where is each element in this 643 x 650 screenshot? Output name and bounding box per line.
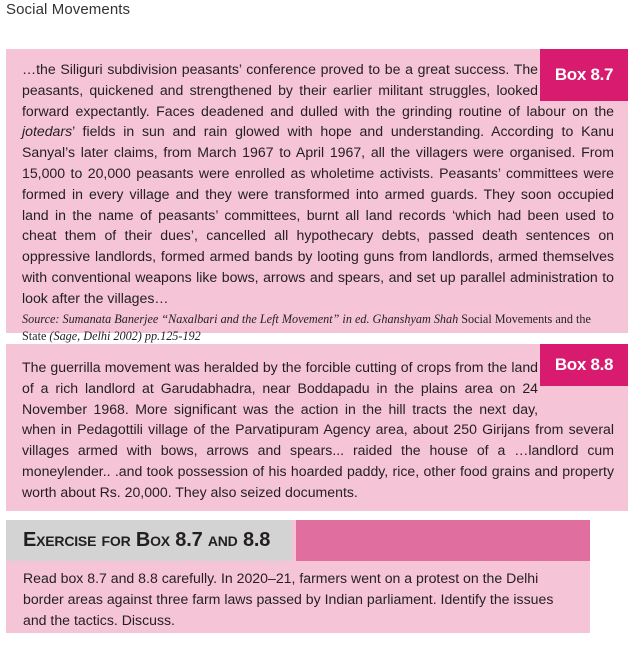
box-8-8-body <box>22 357 614 503</box>
box-8-7 <box>6 49 628 343</box>
running-head: Social Movements <box>6 1 131 18</box>
box-8-7-italic-term: jotedars <box>22 123 73 140</box>
box-8-8-paragraph: The guerrilla movement was heralded by the forcible cutting of crops from the land of a rich landlord at Garudabhadra, near Boddapadu in the plains area on 24 November 1968. More significant was the action in the hill tracts the next day, when in Pedagottili village of the Parvatipuram Agency area, about 250 Girijans from several villages armed with bows, arrows and spears... raided the house of a …landlord cum moneylender.. .and took possession of his hoarded paddy, rice, other food grains and property worth about Rs. 20,000. They also seized documents. <box>22 359 614 500</box>
box-8-7-paragraph <box>22 59 614 309</box>
box-8-8 <box>6 344 628 511</box>
box-8-7-source-italic: Source: Sumanata Banerjee “Naxalbari and the Left Movement” in ed. Ghanshyam Shah <box>22 311 459 326</box>
box-8-7-source <box>22 311 614 345</box>
box-8-7-body <box>22 59 614 345</box>
box-8-7-text-a: …the Siliguri subdivision peasants’ conference proved to be a great success. The peasants, quickened and strengthened by their earlier militant struggles, looked forward expectantly. Faces deadened and dulled with the grinding routine of labour on the <box>22 61 614 119</box>
exercise-box <box>6 520 590 633</box>
box-8-7-source-publisher: (Sage, Delhi 2002) pp.125-192 <box>49 328 201 343</box>
box-8-8-tag: Box 8.8 <box>540 344 628 386</box>
box-8-7-tag: Box 8.7 <box>540 49 628 101</box>
exercise-heading-bar <box>296 520 590 561</box>
box-8-7-text-b: ’ fields in sun and rain glowed with hope and understanding. According to Kanu Sanyal’s later claims, from March 1967 to April 1967, all the villagers were organised. From 15,000 to 20,000 peasants were enrolled as wholetime activists. Peasants’ committees were formed in every village and they were transformed into armed guards. They soon occupied land in the name of peasants’ committees, burnt all land records ‘which had been used to cheat them of their dues’, cancelled all hypothecary debts, passed death sentences on oppressive landlords, formed armed bands by looting guns from landlords, armed themselves with conventional weapons like bows, arrows and spears, and set up parallel administration to look after the villages… <box>22 123 614 306</box>
exercise-text: Read box 8.7 and 8.8 carefully. In 2020–21, farmers went on a protest on the Delhi border areas against three farm laws passed by Indian parliament. Identify the issues and the tactics. Discuss. <box>23 570 554 628</box>
box-8-7-source-title: Social Movements and the State <box>22 311 591 343</box>
exercise-heading: Exercise for Box 8.7 and 8.8 <box>6 520 292 561</box>
